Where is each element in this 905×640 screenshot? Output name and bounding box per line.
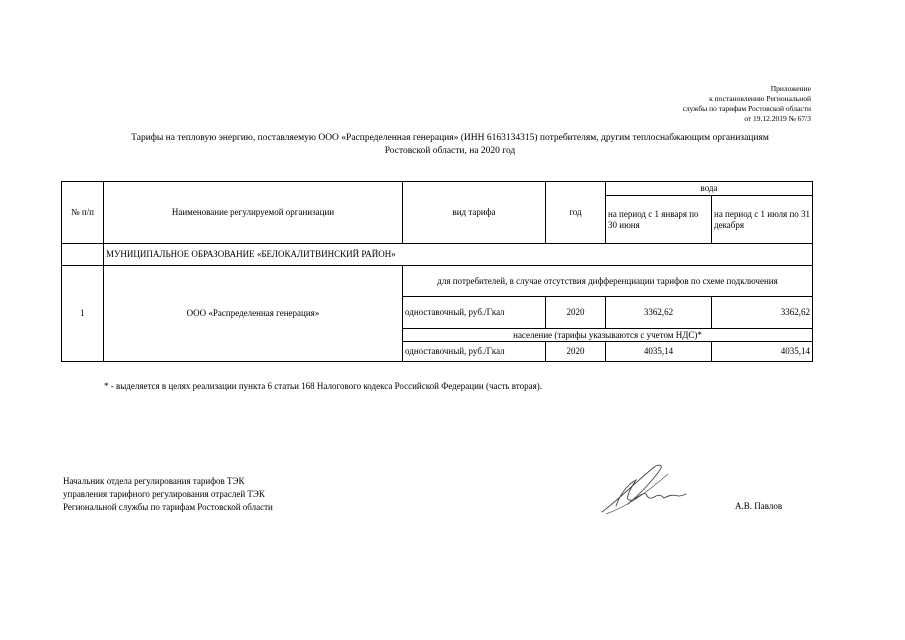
signatory-line-3: Региональной службы по тарифам Ростовской области [63,502,273,512]
footnote: * - выделяется в целях реализации пункта 6 статьи 168 Налогового кодекса Российской Федерации (часть вторая). [104,381,542,391]
row2-period-2: 4035,14 [712,342,813,362]
appendix-line-1: Приложение [770,84,811,93]
signatory-position [63,475,273,514]
row2-period-1: 4035,14 [606,342,712,362]
appendix-line-4: от 19.12.2019 № 67/3 [744,114,811,123]
municipality-row: МУНИЦИПАЛЬНОЕ ОБРАЗОВАНИЕ «БЕЛОКАЛИТВИНСКИЙ РАЙОН» [104,244,813,266]
appendix-line-3: службы по тарифам Ростовской области [682,104,811,113]
signatory-name: А.В. Павлов [735,501,783,511]
org-name: ООО «Распределенная генерация» [104,266,403,362]
header-num: № п/п [62,182,104,244]
header-tariff-type: вид тарифа [403,182,546,244]
row1-tariff-type: одноставочный, руб./Гкал [403,297,546,329]
section-population: население (тарифы указываются с учетом НДС)* [403,329,813,342]
signatory-line-1: Начальник отдела регулирования тарифов ТЭК [63,476,245,486]
row1-year: 2020 [546,297,606,329]
row2-year: 2020 [546,342,606,362]
title-line-1: Тарифы на тепловую энергию, поставляемую ООО «Распределенная генерация» (ИНН 6163134315) потребителям, другим теплоснабжающим организациям [131,133,769,143]
row1-period-2: 3362,62 [712,297,813,329]
header-water: вода [606,182,813,196]
title-line-2: Ростовской области, на 2020 год [384,146,516,156]
row2-tariff-type: одноставочный, руб./Гкал [403,342,546,362]
header-period-2: на период с 1 июля по 31 декабря [712,196,813,244]
section-consumers: для потребителей, в случае отсутствия дифференциации тарифов по схеме подключения [403,266,813,297]
document-title [60,132,840,158]
signatory-line-2: управления тарифного регулирования отраслей ТЭК [63,489,265,499]
header-org: Наименование регулируемой организации [104,182,403,244]
appendix-note [683,84,811,124]
tariff-table [61,181,813,362]
header-year: год [546,182,606,244]
appendix-line-2: к постановлению Региональной [709,94,811,103]
row1-period-1: 3362,62 [606,297,712,329]
row-number: 1 [62,266,104,362]
municipality-num-cell [62,244,104,266]
handwritten-signature-icon [598,462,693,517]
header-period-1: на период с 1 января по 30 июня [606,196,712,244]
